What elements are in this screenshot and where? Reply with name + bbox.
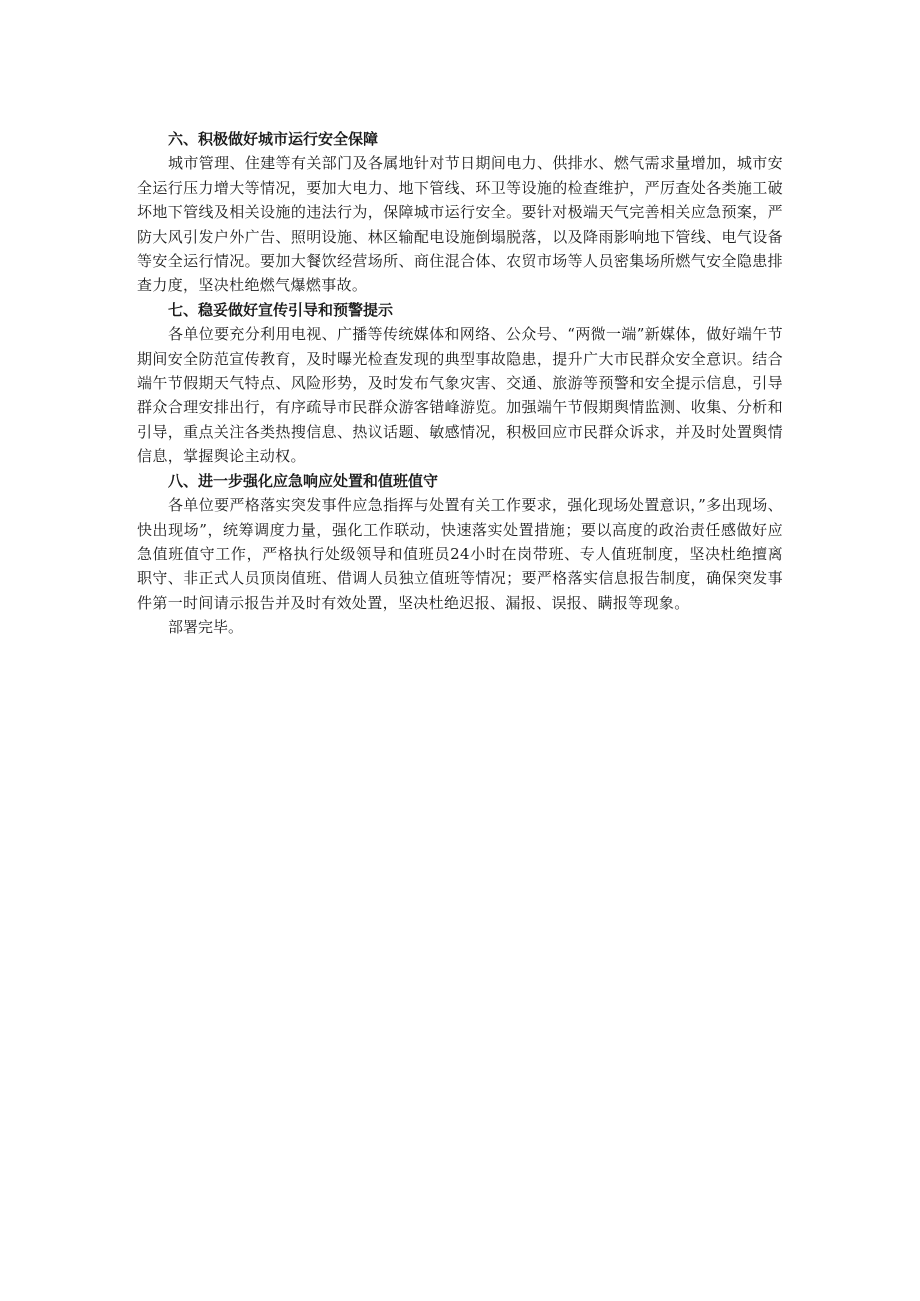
section-paragraph: 各单位要充分利用电视、广播等传统媒体和网络、公众号、“两微一端”新媒体，做好端午节期间安全防范宣传教育，及时曝光检查发现的典型事故隐患，提升广大市民群众安全意识。结合端午节假期天气特点、风险形势，及时发布气象灾害、交通、旅游等预警和安全提示信息，引导群众合理安排出行，有序疏导市民群众游客错峰游览。加强端午节假期舆情监测、收集、分析和引导，重点关注各类热搜信息、热议话题、敏感情况，积极回应市民群众诉求，并及时处置舆情信息，掌握舆论主动权。 xyxy=(137,325,783,466)
document-page xyxy=(137,127,783,640)
section-paragraph: 各单位要严格落实突发事件应急指挥与处置有关工作要求，强化现场处置意识，”多出现场、快出现场”，统筹调度力量，强化工作联动，快速落实处置措施；要以高度的政治责任感做好应急值班值守工作，严格执行处级领导和值班员24小时在岗带班、专人值班制度，坚决杜绝擅离职守、非正式人员顶岗值班、借调人员独立值班等情况；要严格落实信息报告制度，确保突发事件第一时间请示报告并及时有效处置，坚决杜绝迟报、漏报、误报、瞒报等现象。 xyxy=(137,496,783,612)
section-8 xyxy=(137,469,783,615)
section-paragraph: 城市管理、住建等有关部门及各属地针对节日期间电力、供排水、燃气需求量增加，城市安全运行压力增大等情况，要加大电力、地下管线、环卫等设施的检查维护，严厉查处各类施工破坏地下管线及相关设施的违法行为，保障城市运行安全。要针对极端天气完善相关应急预案，严防大风引发户外广告、照明设施、林区输配电设施倒塌脱落，以及降雨影响地下管线、电气设备等安全运行情况。要加大餐饮经营场所、商住混合体、农贸市场等人员密集场所燃气安全隐患排查力度，坚决杜绝燃气爆燃事故。 xyxy=(137,154,783,295)
section-6 xyxy=(137,127,783,298)
section-heading: 七、稳妥做好宣传引导和预警提示 xyxy=(168,300,394,319)
section-heading: 六、积极做好城市运行安全保障 xyxy=(168,130,379,148)
section-7 xyxy=(137,298,783,469)
closing-statement: 部署完毕。 xyxy=(168,618,244,637)
section-heading: 八、进一步强化应急响应处置和值班值守 xyxy=(168,471,439,490)
